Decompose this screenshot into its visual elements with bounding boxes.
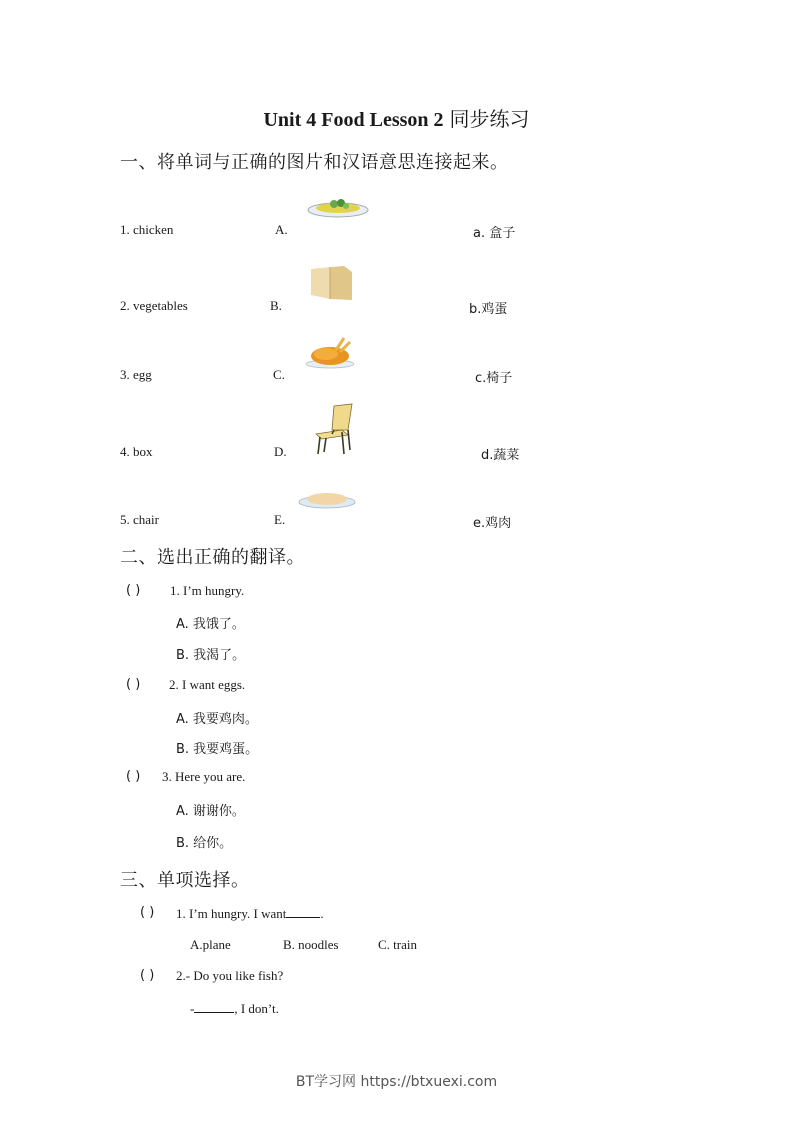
- option-b: B. 我要鸡蛋。: [176, 742, 259, 757]
- footer-watermark: BT学习网 https://btxuexi.com: [295, 1074, 498, 1090]
- picture-label: B.: [270, 298, 282, 313]
- meaning-item: d.蔬菜: [481, 448, 520, 463]
- chair-icon: [312, 402, 356, 456]
- meaning-item: e.鸡肉: [473, 516, 512, 531]
- option-a: A. 我饿了。: [176, 617, 245, 632]
- eggs-plate-icon: [298, 488, 356, 510]
- option-c: C. train: [378, 937, 417, 952]
- answer-prefix: -: [190, 1001, 195, 1016]
- box-icon: [308, 263, 354, 301]
- answer-line: [190, 1000, 279, 1017]
- word-item: 4. box: [120, 444, 153, 459]
- picture-label: C.: [273, 367, 285, 382]
- word-item: 5. chair: [120, 512, 159, 527]
- section3-heading: 三、单项选择。: [120, 870, 250, 891]
- answer-blank[interactable]: [286, 905, 320, 918]
- picture-label: D.: [274, 444, 287, 459]
- answer-paren[interactable]: ( ): [126, 769, 141, 784]
- answer-blank[interactable]: [194, 1000, 234, 1013]
- section2-heading: 二、选出正确的翻译。: [120, 547, 305, 568]
- answer-paren[interactable]: ( ): [126, 583, 141, 598]
- answer-suffix: , I don’t.: [234, 1001, 279, 1016]
- word-item: 3. egg: [120, 367, 152, 382]
- title-cn: 同步练习: [449, 109, 530, 131]
- roast-chicken-icon: [304, 334, 356, 370]
- word-item: 2. vegetables: [120, 298, 188, 313]
- question-stem: 1. I’m hungry. I want: [176, 906, 287, 921]
- option-b: B. noodles: [283, 937, 339, 952]
- meaning-item: c.椅子: [475, 371, 513, 386]
- page-title: [0, 103, 793, 132]
- section1-heading: 一、将单词与正确的图片和汉语意思连接起来。: [120, 152, 509, 173]
- option-a: A. 我要鸡肉。: [176, 712, 258, 727]
- option-b: B. 给你。: [176, 836, 233, 851]
- question-text: [176, 905, 324, 922]
- word-item: 1. chicken: [120, 222, 174, 237]
- question-text: 2. I want eggs.: [169, 677, 246, 692]
- picture-label: E.: [274, 512, 286, 527]
- question-end: .: [320, 906, 324, 921]
- title-en: Unit 4 Food Lesson 2: [263, 109, 444, 131]
- answer-paren[interactable]: ( ): [126, 677, 141, 692]
- option-a: A.plane: [190, 937, 231, 952]
- picture-label: A.: [275, 222, 288, 237]
- question-text: 1. I’m hungry.: [170, 583, 245, 598]
- question-text: 3. Here you are.: [162, 769, 246, 784]
- question-text: 2.- Do you like fish?: [176, 968, 284, 983]
- option-a: A. 谢谢你。: [176, 804, 245, 819]
- answer-paren[interactable]: ( ): [140, 968, 155, 983]
- meaning-item: b.鸡蛋: [469, 302, 508, 317]
- noodles-plate-icon: [306, 196, 370, 220]
- option-b: B. 我渴了。: [176, 648, 246, 663]
- answer-paren[interactable]: ( ): [140, 905, 155, 920]
- meaning-item: a. 盒子: [473, 226, 516, 241]
